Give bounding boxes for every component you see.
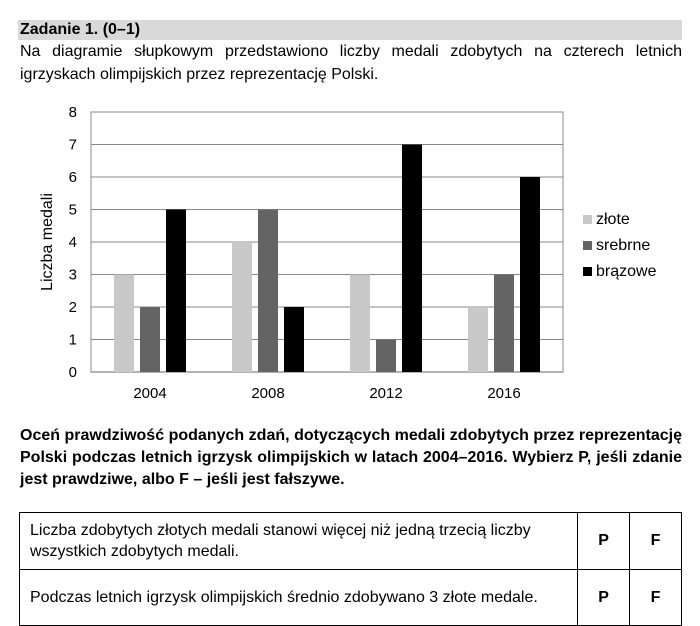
legend-swatch <box>583 241 592 250</box>
legend-label: srebrne <box>596 237 651 254</box>
bar-srebrne <box>140 307 160 372</box>
bar-brązowe <box>166 210 186 373</box>
bar-brązowe <box>402 145 422 373</box>
bar-złote <box>468 307 488 372</box>
y-tick-label: 1 <box>68 331 77 349</box>
instruction-text: Oceń prawdziwość podanych zdań, dotyczących medali zdobytych przez reprezentację Polski podczas letnich igrzysk olimpijskich w latach 2004–2016. Wybierz P, jeśli zdanie jest prawdziwe, albo F – jeśli jest fałszywe. <box>20 427 682 488</box>
bar-złote <box>232 242 252 372</box>
y-tick-label: 0 <box>68 364 77 381</box>
answer-false-option[interactable]: F <box>630 513 682 570</box>
bar-złote <box>114 275 134 373</box>
x-tick-label: 2016 <box>487 385 521 402</box>
task-intro: Na diagramie słupkowym przedstawiono liczby medali zdobytych na czterech letnich igrzyskach olimpijskich przez reprezentację Polski. <box>20 43 682 83</box>
task-header <box>18 20 682 40</box>
bar-srebrne <box>258 210 278 373</box>
answer-false-option[interactable]: F <box>630 570 682 626</box>
legend-label: brązowe <box>596 263 657 280</box>
statement-row <box>20 570 682 626</box>
answer-true-option[interactable]: P <box>578 513 630 570</box>
y-tick-label: 3 <box>68 266 77 284</box>
legend-swatch <box>583 215 592 224</box>
y-tick-label: 5 <box>68 201 77 219</box>
y-tick-label: 7 <box>68 136 77 154</box>
y-tick-label: 4 <box>68 234 77 251</box>
bar-złote <box>350 275 370 373</box>
medal-bar-chart <box>0 96 700 406</box>
bar-brązowe <box>520 177 540 372</box>
statement-row <box>20 513 682 570</box>
y-axis-title: Liczba medali <box>39 193 56 291</box>
y-tick-label: 6 <box>68 169 77 186</box>
bar-srebrne <box>376 340 396 373</box>
x-tick-label: 2008 <box>251 385 285 402</box>
true-false-table <box>19 512 682 626</box>
bar-brązowe <box>284 307 304 372</box>
bar-srebrne <box>494 275 514 373</box>
statement-text: Liczba zdobytych złotych medali stanowi więcej niż jedną trzecią liczby wszystkich zdobytych medali. <box>20 513 578 570</box>
chart-svg <box>0 96 700 406</box>
task-title: Zadanie 1. (0–1) <box>20 21 141 38</box>
legend-label: złote <box>596 211 630 228</box>
x-tick-label: 2004 <box>133 385 167 402</box>
x-tick-label: 2012 <box>369 385 403 402</box>
statement-text: Podczas letnich igrzysk olimpijskich średnio zdobywano 3 złote medale. <box>20 570 578 626</box>
y-tick-label: 2 <box>68 299 77 316</box>
answer-true-option[interactable]: P <box>578 570 630 626</box>
y-tick-label: 8 <box>68 104 77 121</box>
legend-swatch <box>583 267 592 276</box>
